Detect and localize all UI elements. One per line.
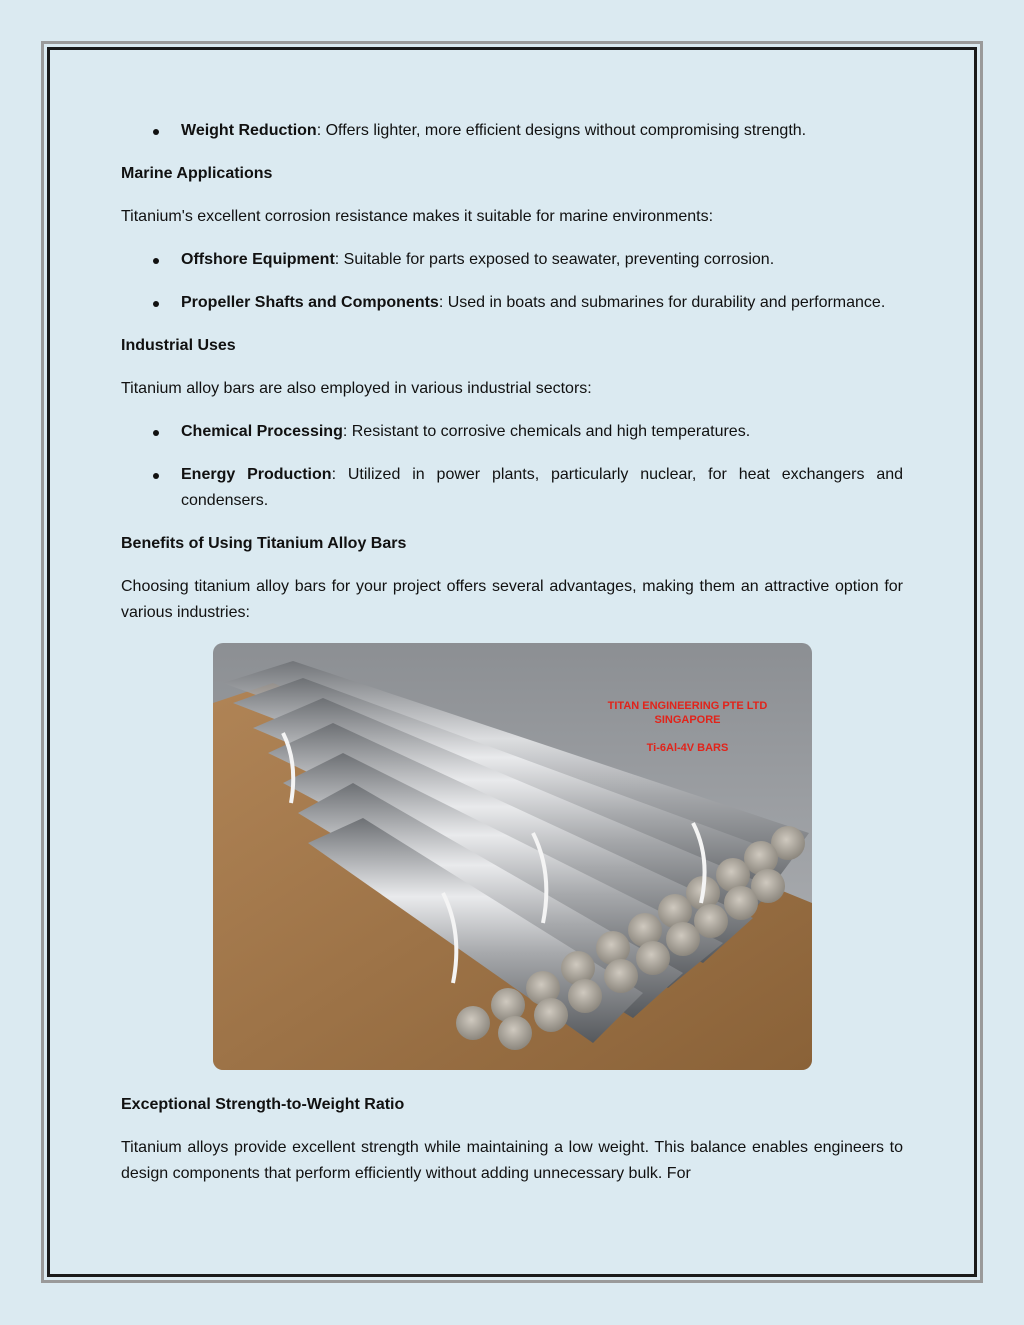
photo-caption-location: SINGAPORE (654, 714, 721, 726)
photo-container (121, 643, 903, 1070)
photo-caption-product: Ti-6Al-4V BARS (646, 742, 729, 754)
photo-caption (588, 699, 788, 755)
paragraph-strength-body: Titanium alloys provide excellent strength while maintaining a low weight. This balance enables engineers to design components that perform efficiently without adding unnecessary bulk. For (121, 1139, 903, 1182)
list-item-text: : Suitable for parts exposed to seawater, preventing corrosion. (334, 251, 775, 268)
list-item (121, 247, 903, 273)
paragraph-benefits-intro: Choosing titanium alloy bars for your project offers several advantages, making them an attractive option for various industries: (121, 578, 903, 621)
list-item-text: : Resistant to corrosive chemicals and high temperatures. (342, 423, 751, 440)
paragraph-marine-intro: Titanium's excellent corrosion resistance makes it suitable for marine environments: (121, 208, 714, 225)
list-item (121, 118, 903, 144)
paragraph-industrial-intro: Titanium alloy bars are also employed in various industrial sectors: (121, 380, 592, 397)
document-body (121, 118, 903, 1204)
list-item-term: Offshore Equipment (181, 251, 335, 268)
list-item (121, 290, 903, 316)
list-item-text: : Used in boats and submarines for durability and performance. (438, 294, 886, 311)
section-heading-strength: Exceptional Strength-to-Weight Ratio (121, 1096, 405, 1113)
list-item-term: Energy Production (181, 466, 332, 483)
list-item-term: Propeller Shafts and Components (181, 294, 439, 311)
titanium-bars-photo (213, 643, 812, 1070)
list-item (121, 462, 903, 514)
list-item-text: : Offers lighter, more efficient designs without compromising strength. (316, 122, 807, 139)
list-item-text: : Utilized in power plants, particularly nuclear, for heat exchangers and condensers. (181, 466, 904, 509)
list-item-term: Chemical Processing (181, 423, 343, 440)
intro-list (121, 118, 903, 144)
section-heading-benefits: Benefits of Using Titanium Alloy Bars (121, 535, 407, 552)
marine-list (121, 247, 903, 316)
industrial-list (121, 419, 903, 514)
section-heading-industrial: Industrial Uses (121, 337, 236, 354)
photo-caption-company: TITAN ENGINEERING PTE LTD (607, 700, 768, 712)
list-item-term: Weight Reduction (181, 122, 317, 139)
section-heading-marine: Marine Applications (121, 165, 273, 182)
list-item (121, 419, 903, 445)
